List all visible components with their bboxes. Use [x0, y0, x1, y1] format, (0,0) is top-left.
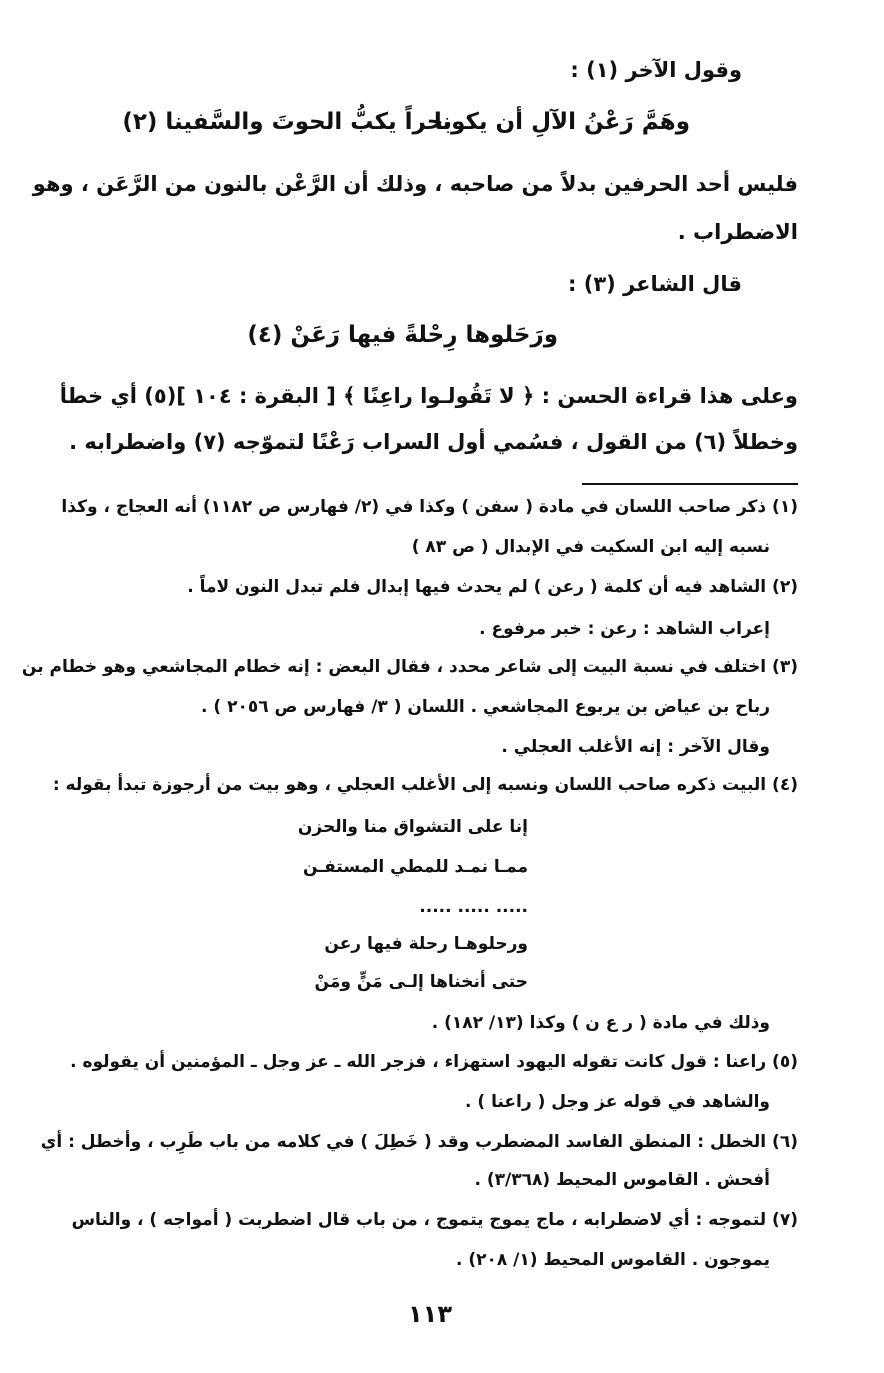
footnote-6-line-1: (٦) الخطل : المنطق الفاسد المضطرب وقد ( خَطِلَ ) في كلامه من باب طَرِب ، وأخطل : أي [40, 1132, 798, 1152]
footnote-2-line-1: (٢) الشاهد فيه أن كلمة ( رعن ) لم يحدث فيها إبدال فلم تبدل النون لاماً . [187, 577, 798, 597]
footnote-3-line-1: (٣) اختلف في نسبة البيت إلى شاعر محدد ، فقال البعض : إنه خطام المجاشعي وهو خطام بن [21, 657, 798, 677]
footnote-5-line-2: والشاهد في قوله عز وجل ( راعنا ) . [465, 1092, 770, 1112]
footnote-7-line-1: (٧) لتموجه : أي لاضطرابه ، ماج يموج يتموج ، من باب قال اضطربت ( أمواجه ) ، والناس [71, 1210, 798, 1230]
footnote-4-poem-line-1: إنا على التشواق منا والحزن [297, 817, 528, 837]
footnote-4-poem-ellipsis: ..... ..... ..... [419, 897, 528, 917]
paragraph-2-line-2: وخطلاً (٦) من القول ، فسُمي أول السراب رَعْنًا لتموّجه (٧) واضطرابه . [69, 430, 798, 454]
verse-1-left-hemistich: بحراً يكبُّ الحوتَ والسَّفينا (٢) [122, 109, 452, 135]
footnote-4-source: وذلك في مادة ( ر ع ن ) وكذا (١٣/ ١٨٢) . [431, 1013, 770, 1033]
footnote-4-line-1: (٤) البيت ذكره صاحب اللسان ونسبه إلى الأغلب العجلي ، وهو بيت من أرجوزة تبدأ بقوله : [52, 775, 798, 795]
verse-2: ورَحَلوها رِحْلةً فيها رَعَنْ (٤) [247, 322, 558, 348]
footnote-4-poem-line-4: حتى أنخناها إلـى مَنٍّ ومَنْ [314, 972, 528, 992]
footnote-6-line-2: أفحش . القاموس المحيط (٣/٣٦٨) . [474, 1170, 770, 1190]
footnote-7-line-2: يموجون . القاموس المحيط (١/ ٢٠٨) . [455, 1250, 770, 1270]
paragraph-2-line-1: وعلى هذا قراءة الحسن : ﴿ لا تَقُولـوا راعِنًا ﴾ [ البقرة : ١٠٤ ](٥) أي خطأ [59, 384, 798, 408]
footnote-4-poem-line-2: ممـا نمـد للمطي المستفـن [303, 857, 528, 877]
footnote-3-line-2: رباح بن عياض بن يربوع المجاشعي . اللسان ( ٣/ فهارس ص ٢٠٥٦ ) . [201, 697, 770, 717]
poet-intro-line: قال الشاعر (٣) : [568, 272, 742, 296]
footnote-5-line-1: (٥) راعنا : قول كانت تقوله اليهود استهزاء ، فزجر الله ـ عز وجل ـ المؤمنين أن يقولوه . [70, 1052, 798, 1072]
footnote-1-line-1: (١) ذكر صاحب اللسان في مادة ( سفن ) وكذا في (٢/ فهارس ص ١١٨٢) أنه العجاج ، وكذا [61, 497, 798, 517]
paragraph-1-line-2: الاضطراب . [677, 220, 798, 244]
footnote-1-line-2: نسبه إليه ابن السكيت في الإبدال ( ص ٨٣ ) [411, 537, 770, 557]
footnote-2-line-2: إعراب الشاهد : رعن : خبر مرفوع . [479, 619, 770, 639]
paragraph-1-line-1: فليس أحد الحرفين بدلاً من صاحبه ، وذلك أن الرَّعْن بالنون من الرَّعَن ، وهو [32, 172, 798, 196]
footnote-3-line-3: وقال الآخر : إنه الأغلب العجلي . [501, 737, 770, 757]
intro-line: وقول الآخر (١) : [570, 58, 742, 82]
footnote-4-poem-line-3: ورحلوهـا رحلة فيها رعن [324, 934, 528, 954]
footnote-separator [582, 483, 798, 485]
page-number: ١١٣ [408, 1300, 452, 1328]
verse-1-right-hemistich: وهَمَّ رَعْنُ الآلِ أن يكونا [433, 109, 690, 135]
